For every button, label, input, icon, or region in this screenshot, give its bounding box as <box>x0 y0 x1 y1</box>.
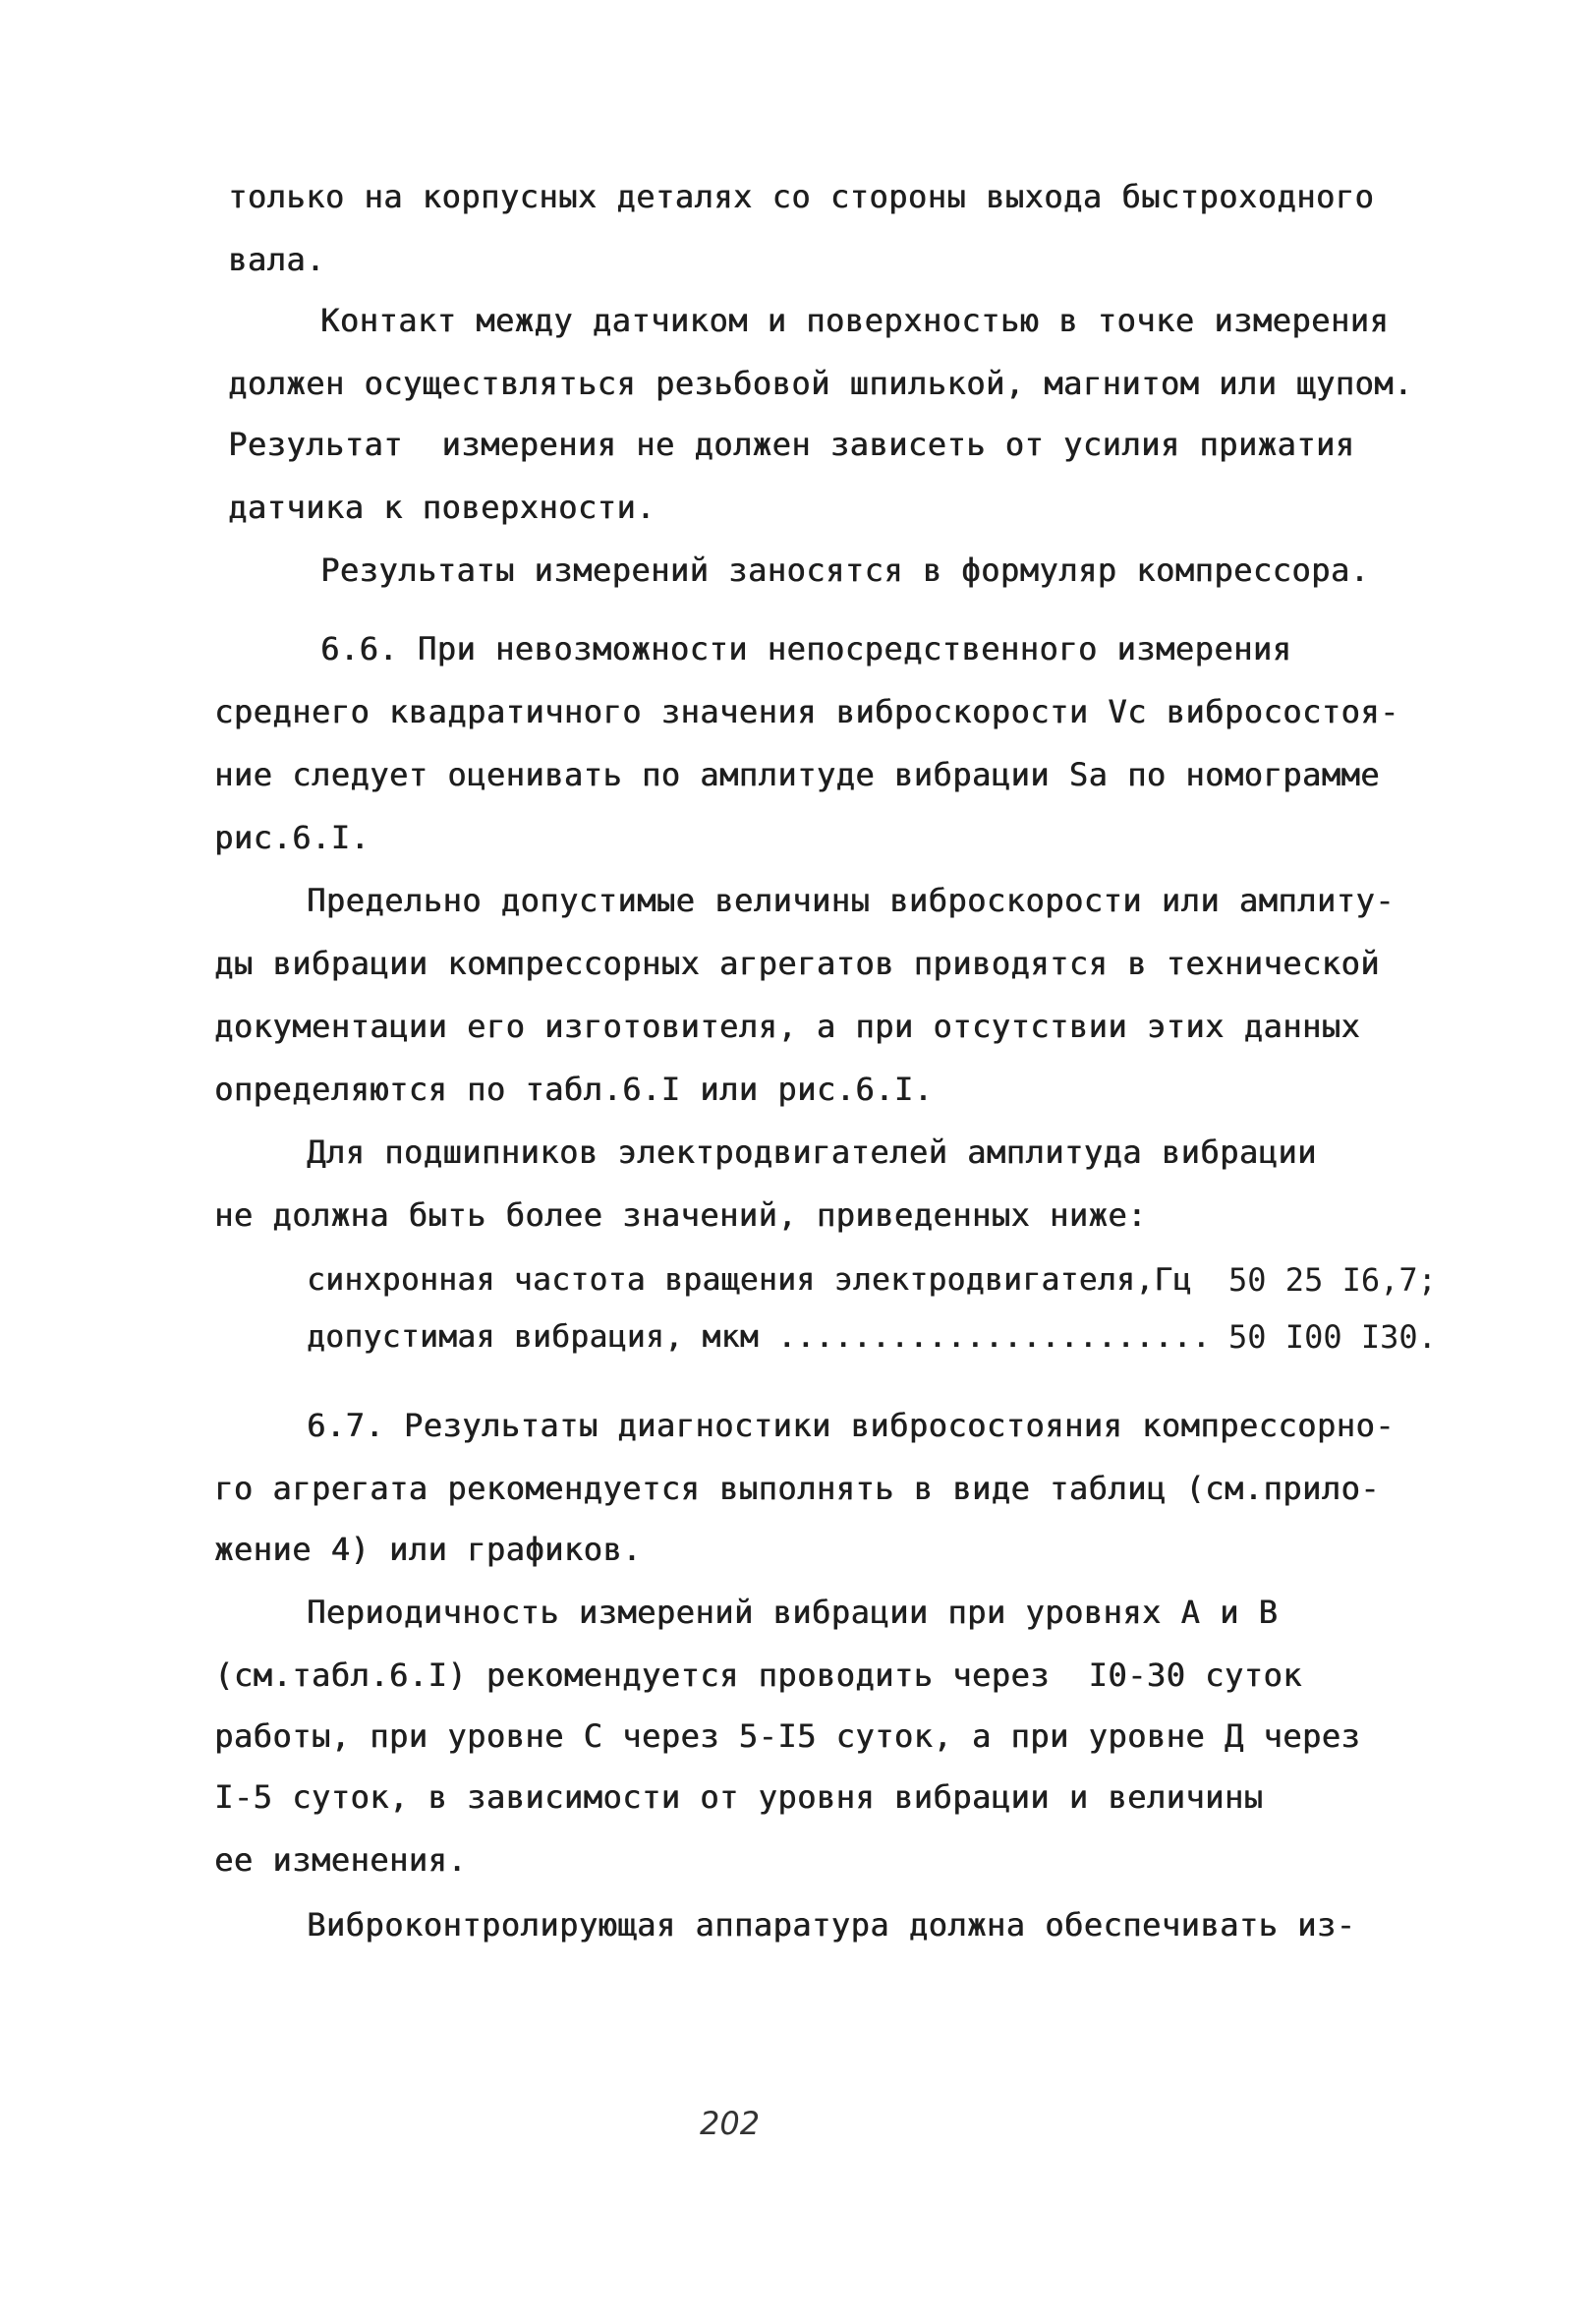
text-line: ние следует оценивать по амплитуде вибрации Sa по номограмме <box>214 756 1380 793</box>
text-line: только на корпусных деталях со стороны выхода быстроходного <box>228 178 1375 215</box>
text-line: Периодичность измерений вибрации при уровнях А и В <box>307 1594 1279 1631</box>
text-line: (см.табл.6.I) рекомендуется проводить через I0-30 суток <box>214 1656 1302 1694</box>
text-line: ее изменения. <box>214 1841 467 1879</box>
text-line: не должна быть более значений, приведенных ниже: <box>214 1196 1147 1234</box>
text-line: Результат измерения не должен зависеть от усилия прижатия <box>228 426 1355 463</box>
table-label-vibration: допустимая вибрация, мкм ....................... <box>307 1319 1211 1355</box>
text-line: Виброконтролирующая аппаратура должна обеспечивать из- <box>307 1906 1356 1944</box>
text-line: среднего квадратичного значения виброскорости Vc вибросостоя- <box>214 693 1399 730</box>
text-line: определяются по табл.6.I или рис.6.I. <box>214 1071 934 1108</box>
text-line: работы, при уровне С через 5-I5 суток, а при уровне Д через <box>214 1717 1361 1755</box>
text-line: Для подшипников электродвигателей амплитуда вибрации <box>307 1133 1317 1171</box>
table-label-frequency: синхронная частота вращения электродвигателя,Гц <box>307 1262 1192 1298</box>
text-line: должен осуществляться резьбовой шпилькой, магнитом или щупом. <box>228 365 1413 402</box>
text-line: 6.7. Результаты диагностики вибросостояния компрессорно- <box>307 1407 1395 1444</box>
table-values-vibration: 50 I00 I30. <box>1228 1318 1437 1356</box>
text-line: Контакт между датчиком и поверхностью в точке измерения <box>320 302 1390 339</box>
table-values-frequency: 50 25 I6,7; <box>1228 1261 1437 1299</box>
text-line: Результаты измерений заносятся в формуляр компрессора. <box>320 551 1370 589</box>
text-line: жение 4) или графиков. <box>214 1531 642 1568</box>
text-line: рис.6.I. <box>214 819 370 856</box>
text-line: го агрегата рекомендуется выполнять в виде таблиц (см.прило- <box>214 1470 1380 1507</box>
text-line: Предельно допустимые величины виброскорости или амплиту- <box>307 882 1395 919</box>
page-number: 202 <box>700 2105 761 2142</box>
text-line: документации его изготовителя, а при отсутствии этих данных <box>214 1008 1361 1045</box>
text-line: ды вибрации компрессорных агрегатов приводятся в технической <box>214 945 1380 982</box>
text-line: I-5 суток, в зависимости от уровня вибрации и величины <box>214 1778 1264 1816</box>
text-line: 6.6. При невозможности непосредственного измерения <box>320 630 1292 668</box>
text-line: датчика к поверхности. <box>228 489 656 526</box>
text-line: вала. <box>228 241 325 278</box>
